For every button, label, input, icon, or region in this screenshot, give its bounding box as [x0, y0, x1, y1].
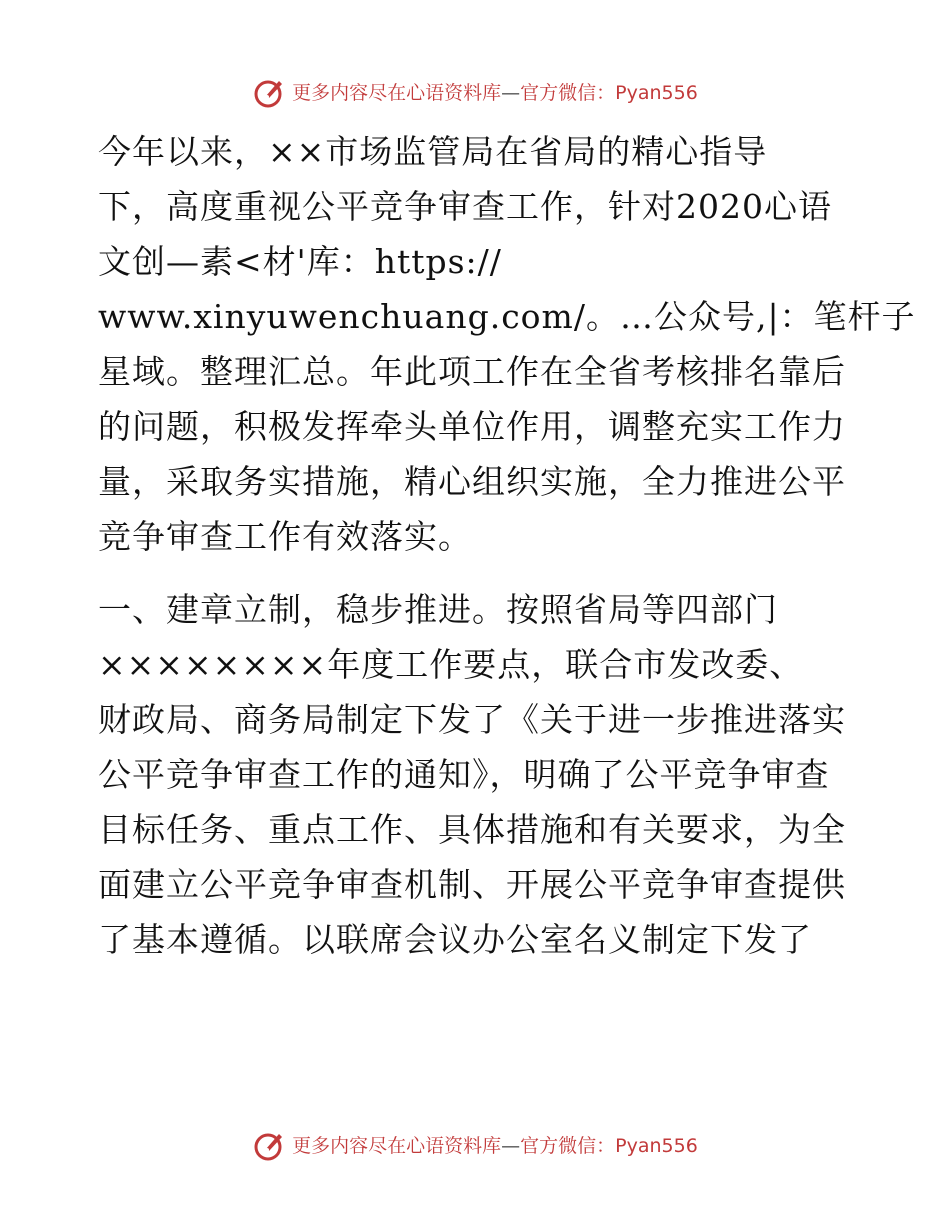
text-line: 的问题，积极发挥牵头单位作用，调整充实工作力 [98, 407, 846, 446]
pen-nib-circle-icon [252, 1129, 286, 1163]
text-line: www.xinyuwenchuang.com/。…公众号,|：笔杆子 [98, 297, 916, 336]
banner-text: 更多内容尽在心语资料库 [292, 1135, 502, 1157]
text-line: 星域。整理汇总。年此项工作在全省考核排名靠后 [98, 352, 846, 391]
text-line: 下，高度重视公平竞争审查工作，针对2020心语 [98, 187, 832, 226]
text-line: 目标任务、重点工作、具体措施和有关要求，为全 [98, 810, 846, 849]
footer-watermark-banner [0, 1129, 950, 1163]
text-line: ××××××××年度工作要点，联合市发改委、 [98, 645, 804, 684]
header-watermark-banner [0, 76, 950, 110]
text-line: 量，采取务实措施，精心组织实施，全力推进公平 [98, 462, 846, 501]
banner-text: 更多内容尽在心语资料库 [292, 82, 502, 104]
paragraph-section-one [98, 582, 858, 967]
text-line: 了基本遵循。以联席会议办公室名义制定下发了 [98, 920, 812, 959]
text-line: 面建立公平竞争审查机制、开展公平竞争审查提供 [98, 865, 846, 904]
text-line: 财政局、商务局制定下发了《关于进一步推进落实 [98, 700, 846, 739]
paragraph-intro [98, 124, 916, 564]
text-line: 今年以来，××市场监管局在省局的精心指导 [98, 132, 768, 171]
banner-contact: 官方微信：Pyan556 [520, 82, 698, 104]
text-line: 竞争审查工作有效落实。 [98, 517, 472, 556]
document-body [98, 124, 916, 967]
text-line: 公平竞争审查工作的通知》，明确了公平竞争审查 [98, 755, 830, 794]
pen-nib-circle-icon [252, 76, 286, 110]
banner-contact: 官方微信：Pyan556 [520, 1135, 698, 1157]
text-line: 文创—素<材'库：https:// [98, 242, 502, 281]
text-line: 一、建章立制，稳步推进。按照省局等四部门 [98, 590, 778, 629]
banner-dash: — [501, 82, 521, 104]
banner-dash: — [501, 1135, 521, 1157]
